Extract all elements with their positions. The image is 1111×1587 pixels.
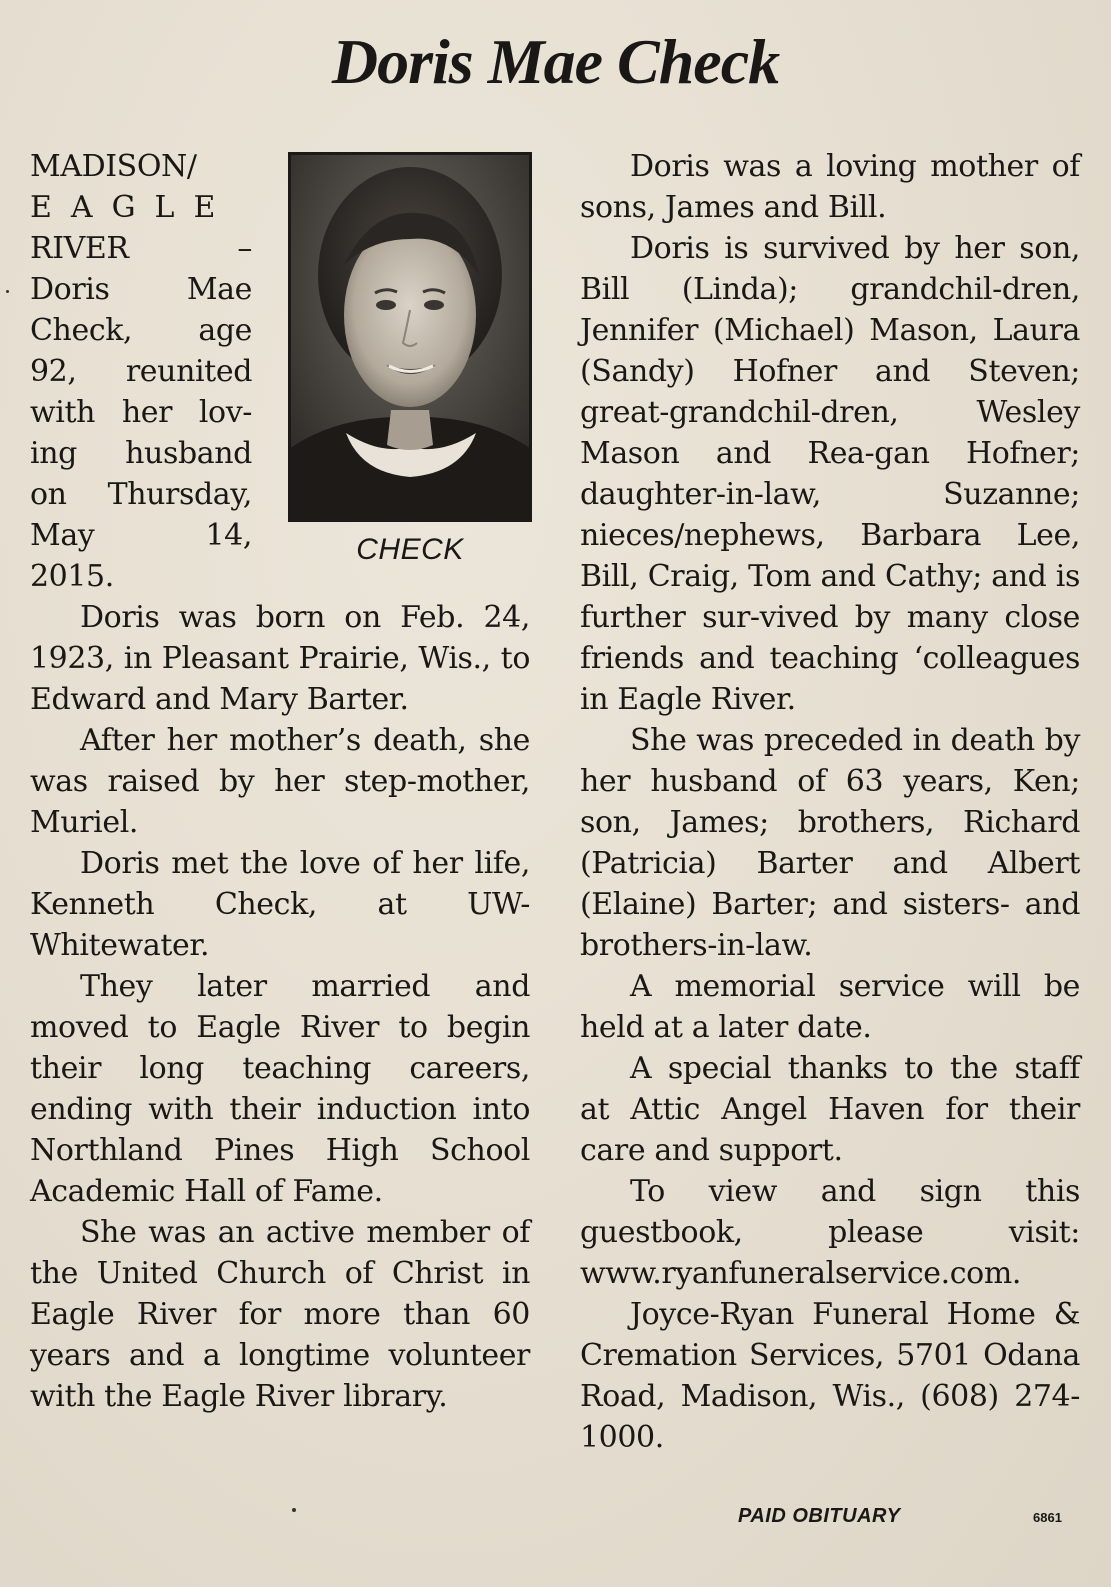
paid-obituary-label: PAID OBITUARY xyxy=(738,1505,901,1527)
lead-paragraph xyxy=(30,146,252,597)
print-speck xyxy=(6,290,9,293)
lead-line: on Thursday, xyxy=(30,477,252,512)
lead-line: with her lov- xyxy=(30,395,252,430)
right-column xyxy=(580,146,1080,1458)
lead-line: EAGLE xyxy=(30,190,235,225)
obituary-paragraph: Doris was born on Feb. 24, 1923, in Pleasant Prairie, Wis., to Edward and Mary Barter. xyxy=(30,600,530,717)
portrait-photo-icon xyxy=(288,152,532,522)
obituary-paragraph: After her mother’s death, she was raised by her step-mother, Muriel. xyxy=(30,723,530,840)
lead-line: ing husband xyxy=(30,436,252,471)
obituary-paragraph: They later married and moved to Eagle River to begin their long teaching careers, ending with their induction into Northland Pines High School Academic Hall of Fame. xyxy=(30,969,530,1209)
lead-line: RIVER – xyxy=(30,231,252,266)
lead-line: Check, age xyxy=(30,313,252,348)
obituary-paragraph: A memorial service will be held at a later date. xyxy=(580,969,1080,1045)
obituary-paragraph: She was an active member of the United Church of Christ in Eagle River for more than 60 years and a longtime volunteer with the Eagle River library. xyxy=(30,1215,530,1414)
photo-caption: CHECK xyxy=(356,533,464,566)
obituary-paragraph: Joyce-Ryan Funeral Home & Cremation Services, 5701 Odana Road, Madison, Wis., (608) 274-1000. xyxy=(580,1297,1080,1455)
lead-line: Doris Mae xyxy=(30,272,252,307)
lead-line: MADISON/ xyxy=(30,149,197,184)
obituary-title: Doris Mae Check xyxy=(331,26,780,97)
lead-line: 92, reunited xyxy=(30,354,252,389)
portrait-illustration xyxy=(291,155,529,519)
ad-code: 6861 xyxy=(1033,1510,1062,1525)
lead-line: May 14, xyxy=(30,518,252,553)
lead-line: 2015. xyxy=(30,559,114,594)
obituary-paragraph: Doris is survived by her son, Bill (Linda); grandchil-dren, Jennifer (Michael) Mason, Laura (Sandy) Hofner and Steven; great-grandchil-dren, Wesley Mason and Rea-gan Hofner; daughter-in-law, Suzanne; nieces/nephews, Barbara Lee, Bill, Craig, Tom and Cathy; and is further sur-vived by many close friends and teaching ‘colleagues in Eagle River. xyxy=(580,231,1080,717)
obituary-paragraph: A special thanks to the staff at Attic Angel Haven for their care and support. xyxy=(580,1051,1080,1168)
print-speck xyxy=(292,1508,296,1512)
obituary-paragraph: She was preceded in death by her husband of 63 years, Ken; son, James; brothers, Richard (Patricia) Barter and Albert (Elaine) Barter; and sisters- and brothers-in-law. xyxy=(580,723,1080,963)
obituary-paragraph: Doris was a loving mother of sons, James and Bill. xyxy=(580,149,1080,225)
obituary-paragraph: Doris met the love of her life, Kenneth Check, at UW-Whitewater. xyxy=(30,846,530,963)
obituary-paragraph: To view and sign this guestbook, please visit: www.ryanfuneralservice.com. xyxy=(580,1174,1080,1291)
